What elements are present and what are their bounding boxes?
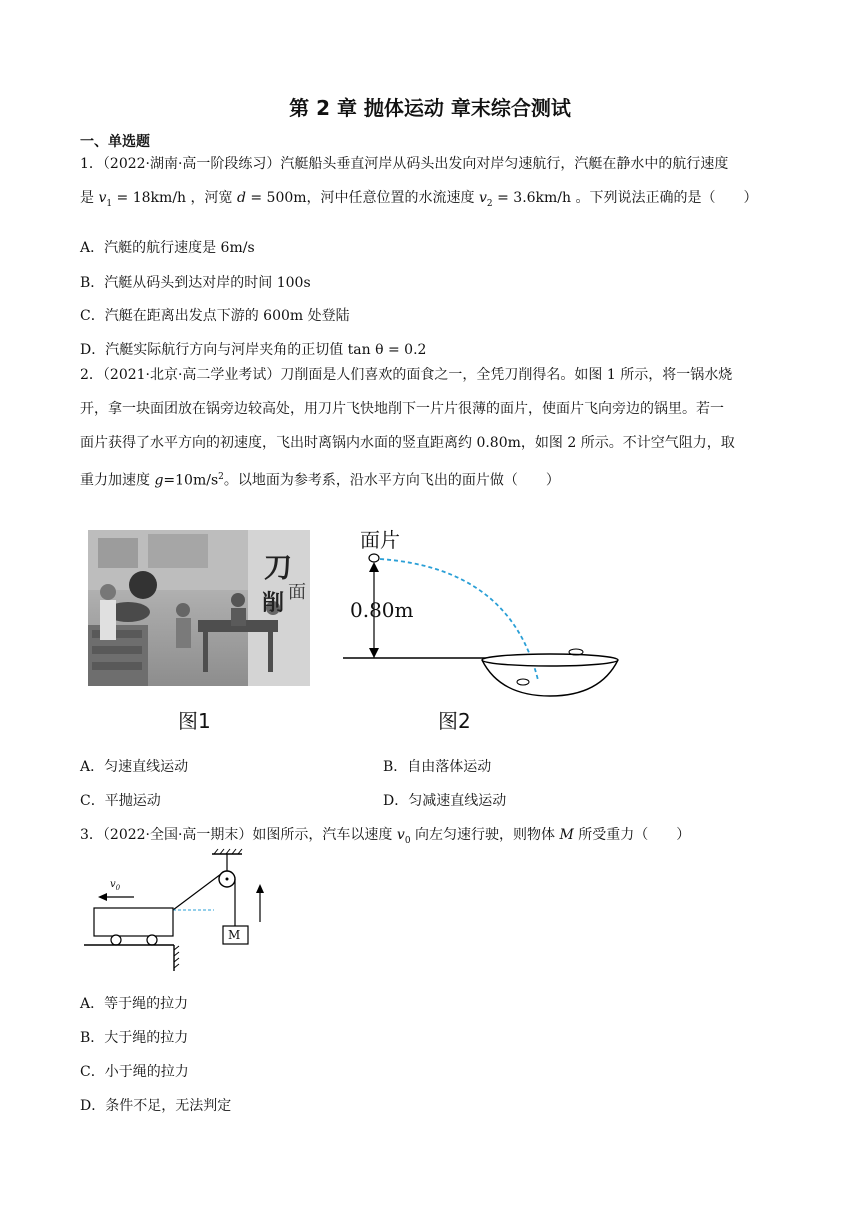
ceiling-hatch: [214, 849, 242, 854]
q1-option-a: A．汽艇的航行速度是 6m/s: [80, 240, 255, 256]
q1-option-b: B．汽艇从码头到达对岸的时间 100s: [80, 275, 311, 291]
q2-option-b: B．自由落体运动: [383, 759, 492, 775]
question-1: [80, 147, 780, 221]
q2-option-d: D．匀减速直线运动: [383, 793, 507, 809]
section-heading: 一、单选题: [80, 134, 150, 150]
height-arrow-down: [369, 648, 379, 658]
q1-option-d: D．汽艇实际航行方向与河岸夹角的正切值 tan θ = 0.2: [80, 342, 427, 358]
noodle-piece: [369, 554, 379, 562]
height-arrow-up: [369, 562, 379, 572]
label-height: 0.80m: [350, 598, 414, 622]
noodle-in-wok: [517, 679, 529, 685]
car-wheel-left: [111, 935, 121, 945]
q3-option-d: D．条件不足，无法判定: [80, 1098, 232, 1114]
car-body: [94, 908, 173, 936]
car-pulley-diagram: [84, 848, 274, 974]
figure-1-caption: 图1: [178, 709, 211, 733]
photo-title-xiao: 削: [262, 591, 285, 616]
q2-option-a: A．匀速直线运动: [80, 759, 189, 775]
page-title: 第 2 章 抛体运动 章末综合测试: [289, 96, 571, 120]
q2-line-1: 2．（2021·北京·高二学业考试）刀削面是人们喜欢的面食之一，全凭刀削得名。如图 1 所示，将一锅水烧: [80, 367, 733, 383]
q2-line-3: 面片获得了水平方向的初速度，飞出时离锅内水面的竖直距离约 0.80m，如图 2 所示。不计空气阻力，取: [80, 435, 735, 451]
q3-option-a: A．等于绳的拉力: [80, 996, 189, 1012]
question-2: [80, 358, 780, 498]
car-wheel-right: [147, 935, 157, 945]
q2-line-2: 开，拿一块面团放在锅旁边较高处，用刀片飞快地削下一片片很薄的面片，使面片飞向旁边的锅里。若一: [80, 401, 724, 417]
label-v0: $v_0$: [110, 879, 121, 892]
q2-option-c: C．平抛运动: [80, 793, 161, 809]
figure-2-caption: 图2: [438, 709, 471, 733]
label-m: M: [228, 928, 241, 942]
q3-line-1: 3．（2022·全国·高一期末）如图所示，汽车以速度 $v_0$ 向左匀速行驶，则物体 M 所受重力（ ）: [80, 827, 691, 846]
q1-line-1: 1．（2022·湖南·高一阶段练习）汽艇船头垂直河岸从码头出发向对岸匀速航行，汽艇在静水中的航行速度: [80, 156, 729, 172]
q1-option-c: C．汽艇在距离出发点下游的 600m 处登陆: [80, 308, 350, 324]
q3-option-c: C．小于绳的拉力: [80, 1064, 189, 1080]
q2-line-4: 重力加速度 $g=10m/s^2$。以地面为参考系，沿水平方向飞出的面片做（ ）: [80, 472, 560, 489]
knife-noodle-photo: [88, 530, 310, 686]
photo-title-dao: 刀: [264, 551, 293, 584]
rope-slanted: [173, 874, 221, 910]
label-noodle-piece: 面片: [360, 528, 400, 552]
ledge-hatch: [174, 946, 179, 968]
q1-line-2: 是 $v_1 = 18km/h$ ，河宽 d = 500m，河中任意位置的水流速度 $v_2 = 3.6km/h$ 。下列说法正确的是（ ）: [80, 190, 758, 209]
photo-title-mian: 面: [288, 582, 306, 603]
wok-rim: [482, 654, 618, 666]
q3-option-b: B．大于绳的拉力: [80, 1030, 189, 1046]
